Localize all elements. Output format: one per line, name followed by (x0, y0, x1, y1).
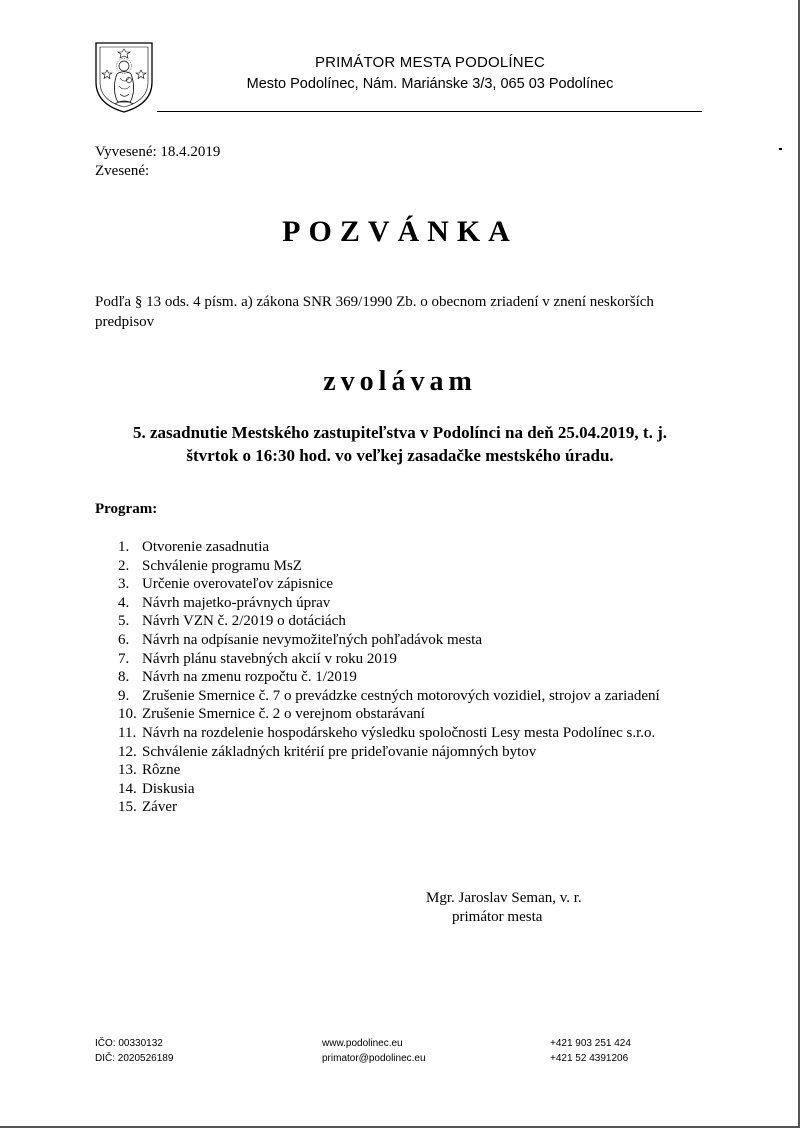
program-item-text: Návrh na odpísanie nevymožiteľných pohľadávok mesta (142, 631, 483, 648)
issuer-title: PRIMÁTOR MESTA PODOLÍNEC (314, 54, 546, 71)
footer-phone-2: +421 52 4391206 (550, 1053, 629, 1064)
program-item-text: Návrh majetko-právnych úprav (142, 594, 331, 611)
program-item-number: 9. (118, 687, 130, 704)
footer-phone-1: +421 903 251 424 (550, 1038, 631, 1049)
document-title: POZVÁNKA (282, 215, 518, 248)
program-item (118, 594, 660, 613)
program-item-text: Záver (142, 799, 177, 816)
program-item-text: Návrh VZN č. 2/2019 o dotáciách (142, 613, 346, 630)
program-item-number: 11. (118, 724, 137, 741)
program-item-number: 4. (118, 594, 130, 611)
legal-basis: Podľa § 13 ods. 4 písm. a) zákona SNR 369/1990 Zb. o obecnom zriadení v znení neskorších predpisov (95, 294, 654, 330)
program-item (118, 761, 660, 780)
program-heading: Program: (95, 501, 158, 517)
program-item-number: 5. (118, 613, 130, 630)
program-item-text: Rôzne (142, 762, 181, 779)
program-item-number: 10. (118, 706, 137, 723)
program-item-number: 2. (118, 557, 130, 574)
footer-phones (550, 1036, 631, 1066)
program-item (118, 705, 660, 724)
program-item-number: 3. (118, 576, 130, 593)
footer-ids (95, 1036, 173, 1066)
program-item-text: Určenie overovateľov zápisnice (142, 576, 334, 593)
footer-dic: DIČ: 2020526189 (95, 1053, 174, 1064)
program-item-text: Návrh na zmenu rozpočtu č. 1/2019 (142, 669, 357, 686)
program-item (118, 650, 660, 669)
program-item-text: Zrušenie Smernice č. 2 o verejnom obstarávaní (142, 706, 425, 723)
program-item-text: Schválenie programu MsZ (142, 557, 302, 574)
program-item (118, 687, 660, 706)
program-item (118, 798, 660, 817)
program-item (118, 575, 660, 594)
signatory-role: primátor mesta (452, 909, 543, 925)
program-item-text: Diskusia (142, 780, 195, 797)
program-item-text: Zrušenie Smernice č. 7 o prevádzke cestných motorových vozidiel, strojov a zariadení (142, 687, 660, 704)
program-item-text: Schválenie základných kritérií pre prideľovanie nájomných bytov (142, 743, 537, 760)
signatory-name: Mgr. Jaroslav Seman, v. r. (426, 890, 582, 906)
program-item-number: 7. (118, 650, 130, 667)
meeting-line-1: 5. zasadnutie Mestského zastupiteľstva v Podolínci na deň 25.04.2019, t. j. (132, 423, 668, 442)
program-item (118, 743, 660, 762)
program-item-text: Návrh na rozdelenie hospodárskeho výsledku spoločnosti Lesy mesta Podolínec s.r.o. (142, 724, 656, 741)
program-item-text: Otvorenie zasadnutia (142, 539, 270, 555)
coat-of-arms-icon (93, 40, 155, 114)
program-item-number: 1. (118, 539, 130, 555)
meeting-line-2: štvrtok o 16:30 hod. vo veľkej zasadačke mestského úradu. (186, 446, 614, 465)
program-item-number: 8. (118, 669, 130, 686)
program-item-number: 14. (118, 780, 137, 797)
program-item-number: 13. (118, 762, 137, 779)
program-item (118, 557, 660, 576)
program-item-number: 15. (118, 799, 137, 816)
program-item (118, 612, 660, 631)
posted-date: Vyvesené: 18.4.2019 (95, 144, 221, 160)
program-item-number: 6. (118, 631, 130, 648)
header-divider (157, 111, 702, 112)
removed-date: Zvesené: (95, 163, 150, 179)
program-item (118, 668, 660, 687)
program-item (118, 538, 660, 557)
program-item (118, 631, 660, 650)
program-item (118, 724, 660, 743)
margin-mark (779, 148, 782, 150)
program-item (118, 780, 660, 799)
meeting-details (60, 421, 740, 467)
program-item-number: 12. (118, 743, 137, 760)
footer-ico: IČO: 00330132 (95, 1038, 163, 1049)
footer-web: www.podolinec.eu (322, 1038, 403, 1049)
program-list (118, 538, 660, 817)
convene-heading: zvolávam (323, 366, 477, 397)
issuer-address: Mesto Podolínec, Nám. Mariánske 3/3, 065 03 Podolínec (246, 76, 614, 92)
program-item-text: Návrh plánu stavebných akcií v roku 2019 (142, 650, 397, 667)
footer-email: primator@podolinec.eu (322, 1053, 426, 1064)
footer-contacts (322, 1036, 426, 1066)
